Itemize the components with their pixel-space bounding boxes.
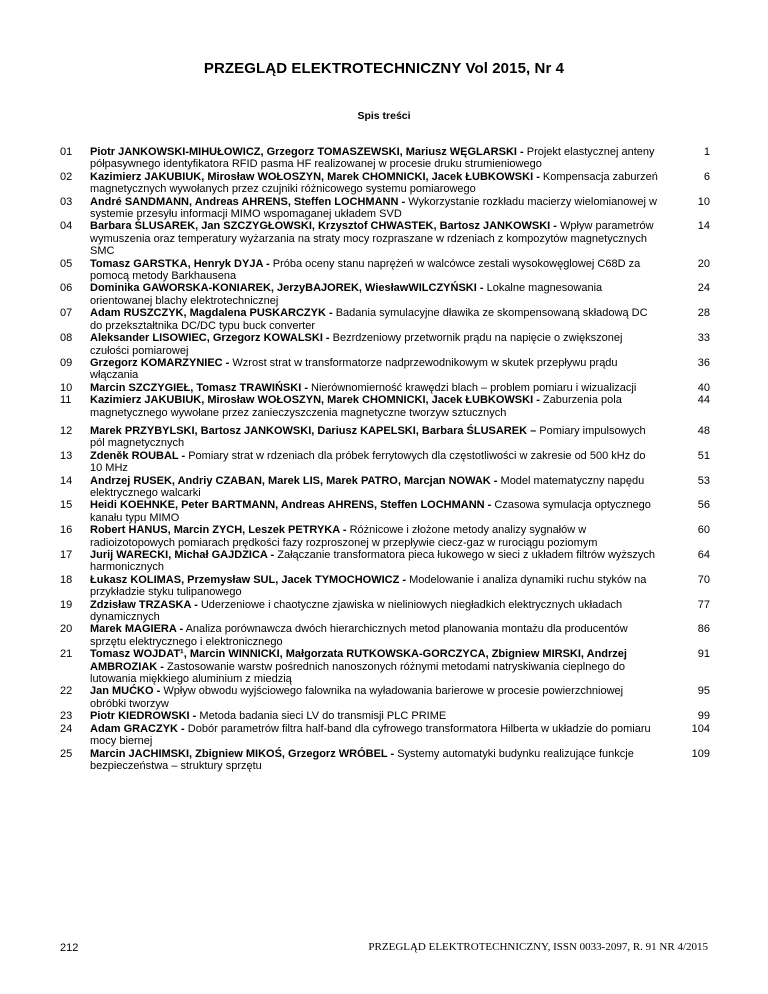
entry-number: 12 [60, 424, 73, 437]
entry-number: 25 [60, 747, 73, 760]
entry-page: 60 [697, 524, 710, 537]
entry-page: 95 [697, 685, 710, 698]
entry-title: Modelowanie i analiza dynamiki ruchu styków na przykładzie styku tulipanowego [90, 573, 647, 599]
entry-text [90, 220, 660, 257]
toc-entry [60, 258, 710, 283]
entry-title: Wpływ obwodu wyjściowego falownika na wyładowania barierowe w procesie powierzchniowej obróbki tworzyw [90, 685, 624, 710]
toc-entry [60, 196, 710, 221]
entry-text [90, 599, 660, 624]
entry-authors: Kazimierz JAKUBIUK, Mirosław WOŁOSZYN, Marek CHOMNICKI, Jacek ŁUBKOWSKI - [90, 394, 540, 407]
entry-number: 15 [60, 499, 73, 512]
entry-page: 28 [697, 307, 710, 320]
toc-entry [60, 450, 710, 475]
entry-authors: Adam GRACZYK - [90, 722, 185, 735]
toc-entry [60, 332, 710, 357]
entry-page: 51 [697, 449, 710, 462]
entry-title: Badania symulacyjne dławika ze skompensowaną składową DC do przekształtnika DC/DC typu buck converter [90, 307, 648, 332]
entry-number: 06 [60, 282, 73, 295]
entry-number: 23 [60, 710, 73, 723]
entry-authors: Tomasz GARSTKA, Henryk DYJA - [90, 257, 270, 270]
entry-number: 02 [60, 170, 73, 183]
entry-authors: Jurij WARECKI, Michał GAJDZICA - [90, 549, 275, 561]
entry-page: 24 [697, 282, 710, 295]
toc-entry [60, 623, 710, 648]
entry-text [90, 307, 660, 332]
entry-title: Bezrdzeniowy przetwornik prądu na napięcie o zwiększonej czułości pomiarowej [90, 332, 623, 357]
entry-authors: Andrzej RUSEK, Andriy CZABAN, Marek LIS, Marek PATRO, Marcjan NOWAK - [90, 474, 498, 487]
entry-text [90, 499, 660, 524]
entry-page: 56 [697, 499, 710, 512]
entry-number: 10 [60, 381, 73, 394]
entry-title: Uderzeniowe i chaotyczne zjawiska w nieliniowych niegładkich elektrycznych układach dynamicznych [90, 598, 623, 624]
footer-journal-info: PRZEGLĄD ELEKTROTECHNICZNY, ISSN 0033-2097, R. 91 NR 4/2015 [368, 941, 708, 953]
entry-title: Różnicowe i złożone metody analizy sygnałów w radioizotopowych pomiarach prędkości fazy rozproszonej w przepływie ciecz-gaz w rurociągu poziomym [90, 524, 598, 549]
entry-number: 01 [60, 146, 73, 158]
entry-text [90, 524, 660, 549]
entry-text [90, 574, 660, 599]
entry-title: Czasowa symulacja optycznego kanału typu MIMO [90, 499, 651, 524]
entry-title: Lokalne magnesowania orientowanej blachy elektrotechnicznej [90, 282, 603, 307]
toc-entry [60, 220, 710, 257]
entry-title: Kompensacja zaburzeń magnetycznych wywołanych przez czujniki różnicowego systemu pomiarowego [90, 170, 658, 196]
toc-entry [60, 574, 710, 599]
toc-entry [60, 146, 710, 171]
entry-title: Projekt elastycznej anteny półpasywnego identyfikatora RFID pasma HF realizowanej w procesie druku strumieniowego [90, 146, 655, 171]
toc-heading: Spis treści [357, 110, 411, 122]
entry-page: 1 [703, 146, 710, 158]
entry-text [90, 549, 660, 574]
entry-number: 21 [60, 648, 73, 661]
entry-authors: Aleksander LISOWIEC, Grzegorz KOWALSKI - [90, 332, 330, 345]
entry-authors: Robert HANUS, Marcin ZYCH, Leszek PETRYKA - [90, 524, 347, 537]
toc-entry [60, 524, 710, 549]
entry-text [90, 196, 660, 221]
toc-entry [60, 499, 710, 524]
entry-text [90, 394, 660, 419]
entry-authors: Łukasz KOLIMAS, Przemysław SUL, Jacek TYMOCHOWICZ - [90, 573, 407, 586]
entry-text [90, 171, 660, 196]
entry-page: 14 [697, 220, 710, 233]
entry-title: Załączanie transformatora pieca łukowego w sieci z układem filtrów wyższych harmonicznych [90, 549, 656, 574]
entry-text [90, 648, 660, 685]
footer-page-number: 212 [60, 942, 79, 954]
entry-number: 08 [60, 332, 73, 345]
page-title: PRZEGLĄD ELEKTROTECHNICZNY Vol 2015, Nr 4 [203, 60, 565, 77]
entry-authors: Dominika GAWORSKA-KONIAREK, JerzyBAJOREK, WiesławWILCZYŃSKI - [90, 282, 484, 295]
entry-page: 70 [697, 573, 710, 586]
toc-entry [60, 710, 710, 722]
toc-entry [60, 357, 710, 382]
entry-page: 36 [697, 356, 710, 369]
toc-entry [60, 549, 710, 574]
entry-authors: Tomasz WOJDAT¹, Marcin WINNICKI, Małgorzata RUTKOWSKA-GORCZYCA, Zbigniew MIRSKI, Andrzej AMBROZIAK - [90, 648, 627, 673]
toc-entry [60, 382, 710, 394]
entry-number: 07 [60, 307, 73, 320]
entry-authors: Adam RUSZCZYK, Magdalena PUSKARCZYK - [90, 307, 333, 320]
entry-page: 44 [697, 394, 710, 407]
entry-page: 99 [697, 710, 710, 723]
entry-text [90, 710, 660, 722]
entry-authors: Marcin JACHIMSKI, Zbigniew MIKOŚ, Grzegorz WRÓBEL - [90, 747, 395, 760]
entry-text [90, 623, 660, 648]
entry-page: 10 [697, 195, 710, 208]
entry-number: 16 [60, 524, 73, 537]
entry-text [90, 748, 660, 773]
entry-number: 22 [60, 685, 73, 698]
entry-number: 03 [60, 195, 73, 208]
entry-page: 64 [697, 549, 710, 561]
entry-authors: Piotr KIEDROWSKI - [90, 710, 197, 723]
entry-number: 14 [60, 474, 73, 487]
entry-title: Zastosowanie warstw pośrednich nanoszonych różnymi metodami natryskiwania cieplnego do lutowania miękkiego aluminium z miedzią [90, 660, 625, 686]
entry-page: 6 [703, 170, 710, 183]
entry-page: 77 [697, 598, 710, 611]
entry-authors: Grzegorz KOMARZYNIEC - [90, 356, 230, 369]
toc-entry [60, 648, 710, 685]
toc-entry [60, 748, 710, 773]
entry-authors: André SANDMANN, Andreas AHRENS, Steffen LOCHMANN - [90, 195, 406, 208]
entry-authors: Piotr JANKOWSKI-MIHUŁOWICZ, Grzegorz TOMASZEWSKI, Mariusz WĘGLARSKI - [90, 146, 524, 158]
entry-text [90, 332, 660, 357]
entry-title: Wzrost strat w transformatorze nadprzewodnikowym w skutek przepływu prądu włączania [90, 356, 618, 382]
toc-entry [60, 394, 710, 419]
entry-title: Wpływ parametrów wymuszenia oraz temperatury wyżarzania na straty mocy rozpraszane w rdzeniach z kompozytów magnetycznych SMC [90, 220, 654, 258]
entry-page: 104 [691, 722, 710, 735]
entry-number: 18 [60, 573, 73, 586]
entry-title: Pomiary strat w rdzeniach dla próbek ferrytowych dla częstotliwości w zakresie od 500 kHz do 10 MHz [90, 449, 646, 475]
entry-page: 33 [697, 332, 710, 345]
toc-entry [60, 425, 710, 450]
entry-title: Pomiary impulsowych pól magnetycznych [90, 424, 646, 450]
entry-authors: Marcin SZCZYGIEŁ, Tomasz TRAWIŃSKI - [90, 381, 308, 394]
entry-title: Dobór parametrów filtra half-band dla cyfrowego transformatora Hilberta w układzie do pomiaru mocy biernej [90, 722, 651, 748]
toc-entry [60, 282, 710, 307]
entry-text [90, 357, 660, 382]
entry-text [90, 723, 660, 748]
toc-entry [60, 475, 710, 500]
entry-title: Próba oceny stanu naprężeń w walcówce zestali wysokowęglowej C68D za pomocą metody Barkhausena [90, 257, 641, 283]
entry-title: Model matematyczny napędu elektrycznego walcarki [90, 474, 645, 499]
entry-title: Wykorzystanie rozkładu macierzy wielomianowej w systemie przesyłu informacji MIMO wspomaganej układem SVD [90, 195, 657, 221]
table-of-contents [60, 146, 710, 772]
entry-text [90, 450, 660, 475]
entry-authors: Jan MUĆKO - [90, 685, 161, 698]
entry-number: 20 [60, 623, 73, 636]
entry-authors: Heidi KOEHNKE, Peter BARTMANN, Andreas AHRENS, Steffen LOCHMANN - [90, 499, 492, 512]
entry-title: Metoda badania sieci LV do transmisji PLC PRIME [199, 710, 447, 723]
entry-number: 05 [60, 257, 73, 270]
entry-text [90, 146, 660, 171]
toc-entry [60, 599, 710, 624]
entry-page: 40 [697, 381, 710, 394]
entry-page: 109 [691, 747, 710, 760]
entry-text [90, 475, 660, 500]
entry-number: 13 [60, 449, 73, 462]
entry-text [90, 282, 660, 307]
entry-authors: Kazimierz JAKUBIUK, Mirosław WOŁOSZYN, Marek CHOMNICKI, Jacek ŁUBKOWSKI - [90, 170, 540, 183]
entry-page: 91 [697, 648, 710, 661]
entry-authors: Zdeněk ROUBAL - [90, 449, 186, 462]
entry-title: Zaburzenia pola magnetycznego wywołane przez zanieczyszczenia magnetyczne tworzyw sztucznych [90, 394, 622, 419]
toc-entry [60, 723, 710, 748]
entry-authors: Marek MAGIERA - [90, 623, 184, 636]
entry-number: 11 [60, 394, 72, 407]
entry-title: Systemy automatyki budynku realizujące funkcje bezpieczeństwa – struktury sprzętu [90, 747, 634, 772]
entry-title: Analiza porównawcza dwóch hierarchicznych metod planowania montażu dla producentów sprzętu elektrycznego i elektronicznego [90, 623, 628, 648]
entry-number: 17 [60, 549, 73, 561]
entry-number: 19 [60, 598, 73, 611]
toc-entry [60, 307, 710, 332]
entry-number: 09 [60, 356, 73, 369]
entry-text [90, 425, 660, 450]
entry-page: 48 [697, 424, 710, 437]
entry-title: Nierównomierność krawędzi blach – problem pomiaru i wizualizacji [311, 381, 637, 394]
entry-authors: Zdzisław TRZASKA - [90, 598, 198, 611]
entry-text [90, 382, 660, 394]
entry-page: 53 [697, 474, 710, 487]
entry-text [90, 258, 660, 283]
entry-page: 86 [697, 623, 710, 636]
entry-authors: Marek PRZYBYLSKI, Bartosz JANKOWSKI, Dariusz KAPELSKI, Barbara ŚLUSAREK – [90, 424, 537, 437]
entry-number: 04 [60, 220, 73, 233]
entry-authors: Barbara ŚLUSAREK, Jan SZCZYGŁOWSKI, Krzysztof CHWASTEK, Bartosz JANKOWSKI - [90, 220, 557, 233]
entry-number: 24 [60, 722, 73, 735]
toc-entry [60, 685, 710, 710]
toc-entry [60, 171, 710, 196]
entry-text [90, 685, 660, 710]
entry-page: 20 [697, 257, 710, 270]
